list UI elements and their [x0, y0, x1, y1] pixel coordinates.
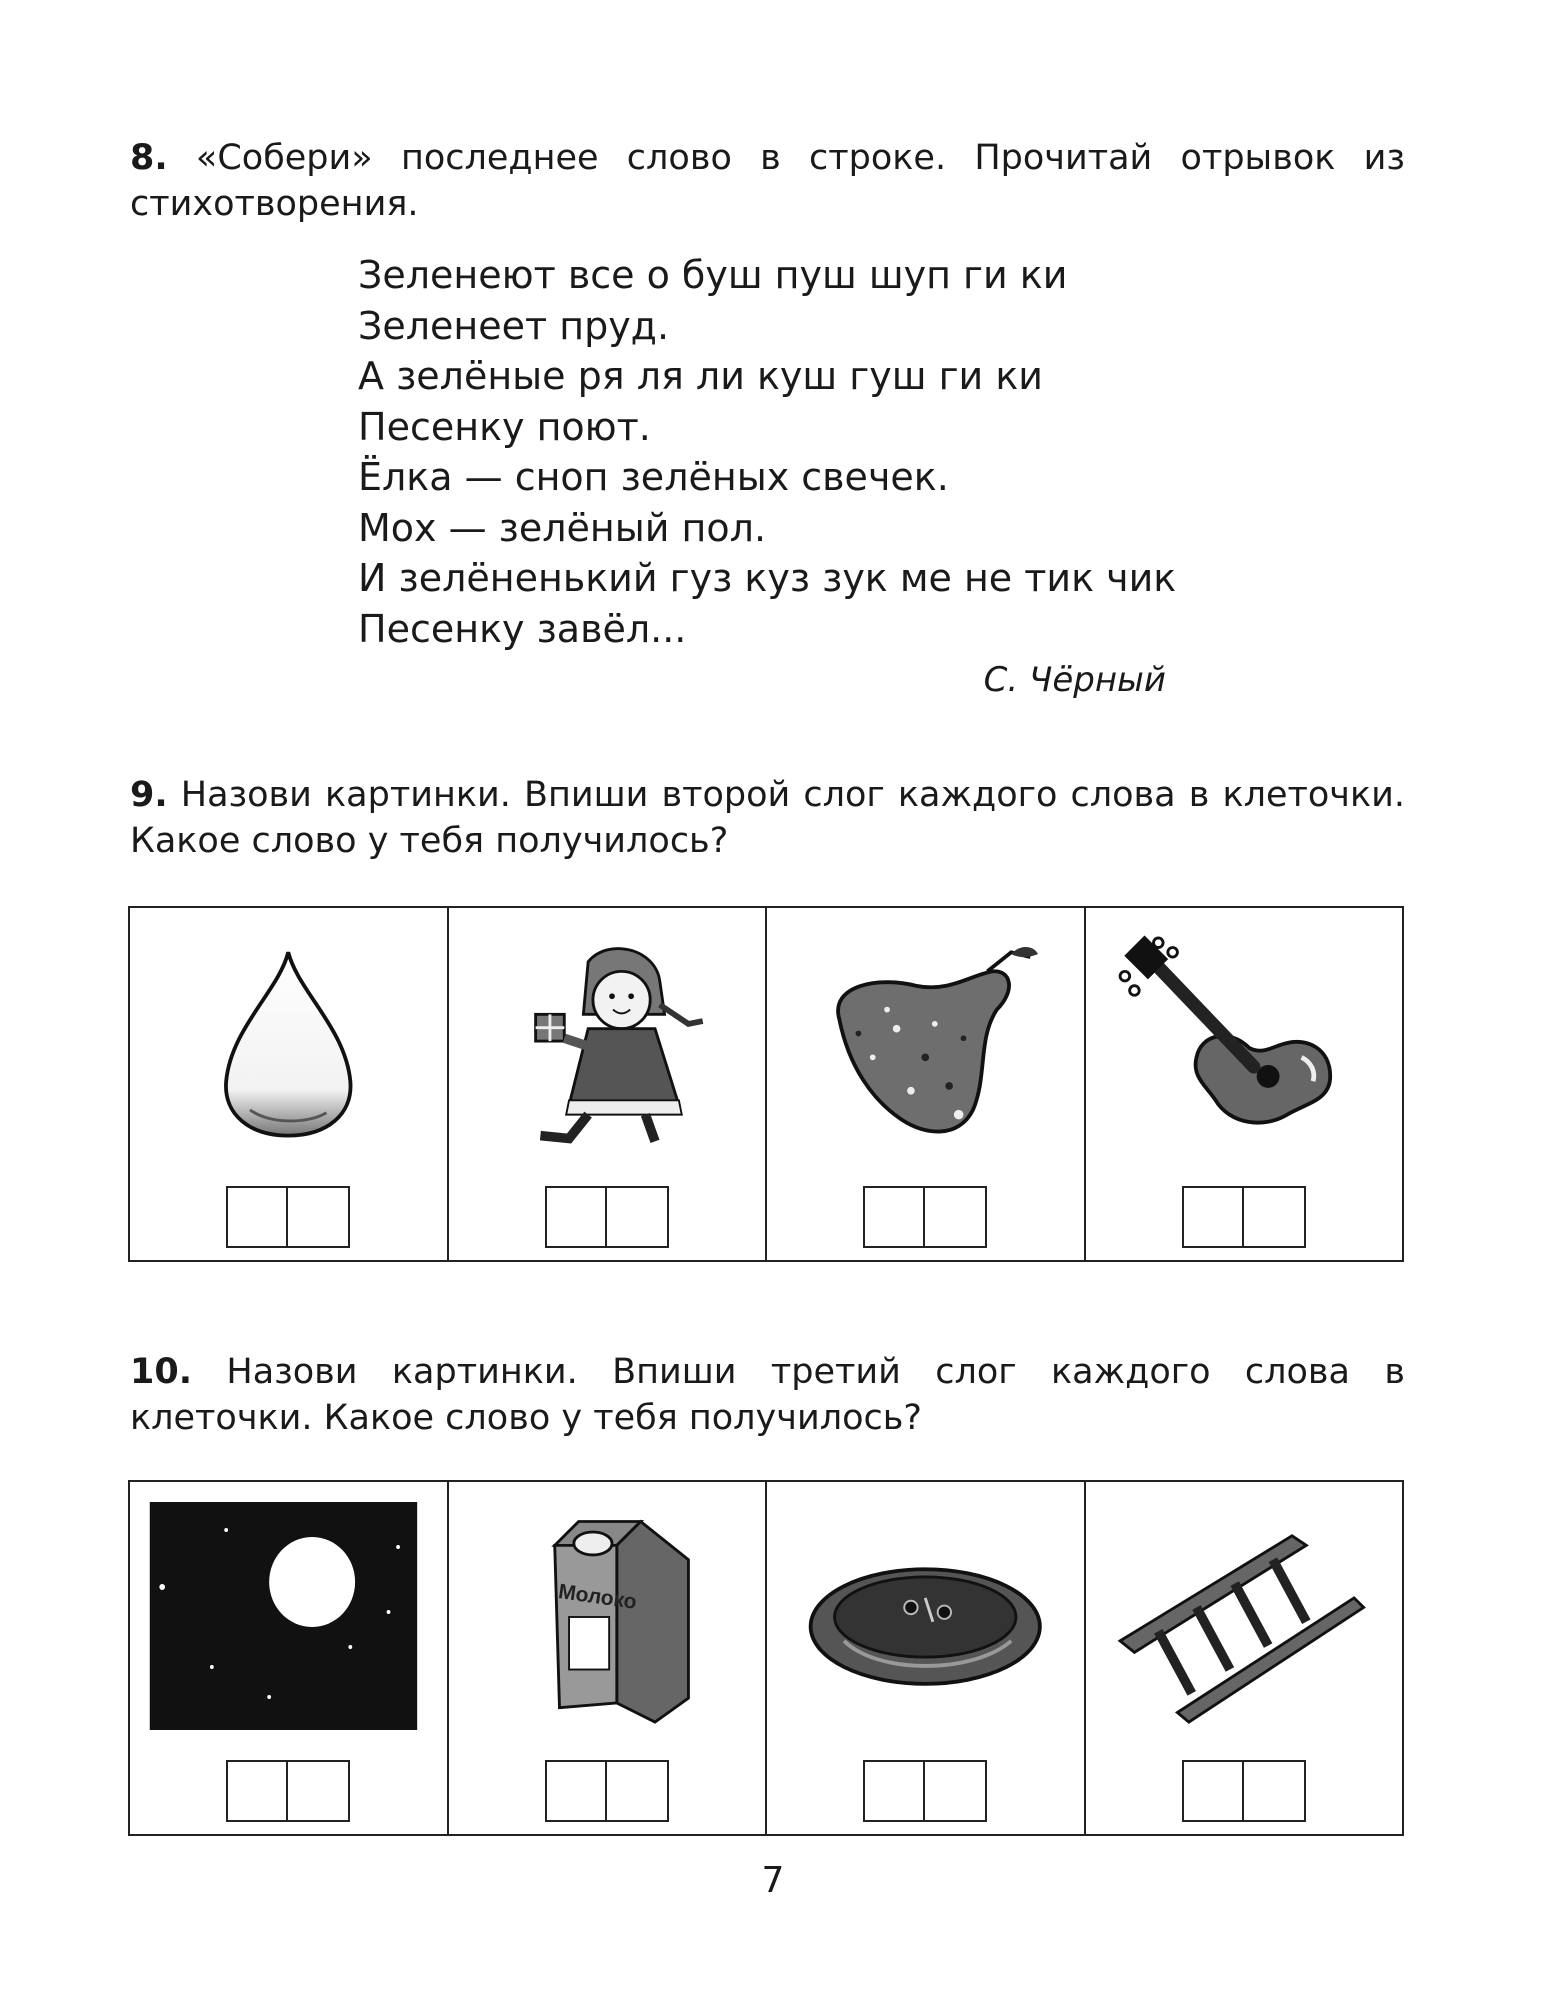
ladder-icon [1101, 1502, 1388, 1732]
drop-icon [145, 928, 432, 1158]
letter-box[interactable] [925, 1760, 987, 1822]
picture-cell [449, 1482, 768, 1834]
task-10-instruction [130, 1349, 1405, 1441]
picture-cell [1086, 1482, 1403, 1834]
milk-label: Молоко [556, 1580, 638, 1614]
letter-box[interactable] [607, 1186, 669, 1248]
letter-box[interactable] [1182, 1186, 1244, 1248]
task-10-number: 10. [130, 1352, 193, 1392]
letter-box[interactable] [925, 1186, 987, 1248]
button-icon [782, 1502, 1069, 1732]
picture-cell [767, 908, 1086, 1260]
pear-icon [782, 928, 1069, 1158]
letter-box[interactable] [1244, 1760, 1306, 1822]
poem-line: Песенку поют. [358, 404, 651, 449]
syllable-boxes[interactable] [545, 1760, 669, 1822]
moon-night-icon [145, 1502, 432, 1732]
syllable-boxes[interactable] [545, 1186, 669, 1248]
task-10-grid [128, 1480, 1404, 1836]
letter-box[interactable] [226, 1186, 288, 1248]
poem-line: Песенку завёл... [358, 606, 687, 651]
letter-box[interactable] [288, 1186, 350, 1248]
task-9-number: 9. [130, 775, 168, 815]
poem-line: А зелёные ря ля ли куш гуш ги ки [358, 354, 1043, 398]
poem-author: С. Чёрный [983, 660, 1166, 700]
syllable-boxes[interactable] [863, 1760, 987, 1822]
letter-box[interactable] [1182, 1760, 1244, 1822]
letter-box[interactable] [545, 1760, 607, 1822]
task-8-number: 8. [130, 138, 168, 178]
picture-cell [130, 1482, 449, 1834]
letter-box[interactable] [863, 1760, 925, 1822]
syllable-boxes[interactable] [226, 1186, 350, 1248]
syllable-boxes[interactable] [1182, 1186, 1306, 1248]
letter-box[interactable] [288, 1760, 350, 1822]
poem-line: Зеленеет пруд. [358, 303, 670, 348]
letter-box[interactable] [863, 1186, 925, 1248]
picture-cell [449, 908, 768, 1260]
syllable-boxes[interactable] [226, 1760, 350, 1822]
letter-box[interactable] [226, 1760, 288, 1822]
letter-box[interactable] [1244, 1186, 1306, 1248]
page-number: 7 [761, 1860, 785, 1901]
task-10-text: Назови картинки. Впиши третий слог каждого слова в клеточки. Какое слово у тебя получилось? [130, 1352, 1405, 1438]
task-9-text: Назови картинки. Впиши второй слог каждого слова в клеточки. Какое слово у тебя получилось? [130, 775, 1405, 861]
syllable-boxes[interactable] [863, 1186, 987, 1248]
task-8-text: «Собери» последнее слово в строке. Прочитай отрывок из стихотворения. [130, 138, 1405, 224]
poem-line: Зеленеют все о буш пуш шуп ги ки [358, 253, 1068, 297]
task-9-instruction [130, 772, 1405, 864]
picture-cell [130, 908, 449, 1260]
poem-line: Мох — зелёный пол. [358, 505, 767, 550]
poem-line: И зелёненький гуз куз зук ме не тик чик [358, 556, 1177, 600]
milk-carton-icon [464, 1502, 751, 1732]
poem [358, 250, 1176, 654]
syllable-boxes[interactable] [1182, 1760, 1306, 1822]
letter-box[interactable] [607, 1760, 669, 1822]
picture-cell [767, 1482, 1086, 1834]
letter-box[interactable] [545, 1186, 607, 1248]
picture-cell [1086, 908, 1403, 1260]
task-9-grid [128, 906, 1404, 1262]
guitar-icon [1101, 928, 1388, 1158]
task-8-instruction [130, 135, 1405, 227]
poem-line: Ёлка — сноп зелёных свечек. [358, 455, 949, 499]
girl-with-gift-icon [464, 928, 751, 1158]
